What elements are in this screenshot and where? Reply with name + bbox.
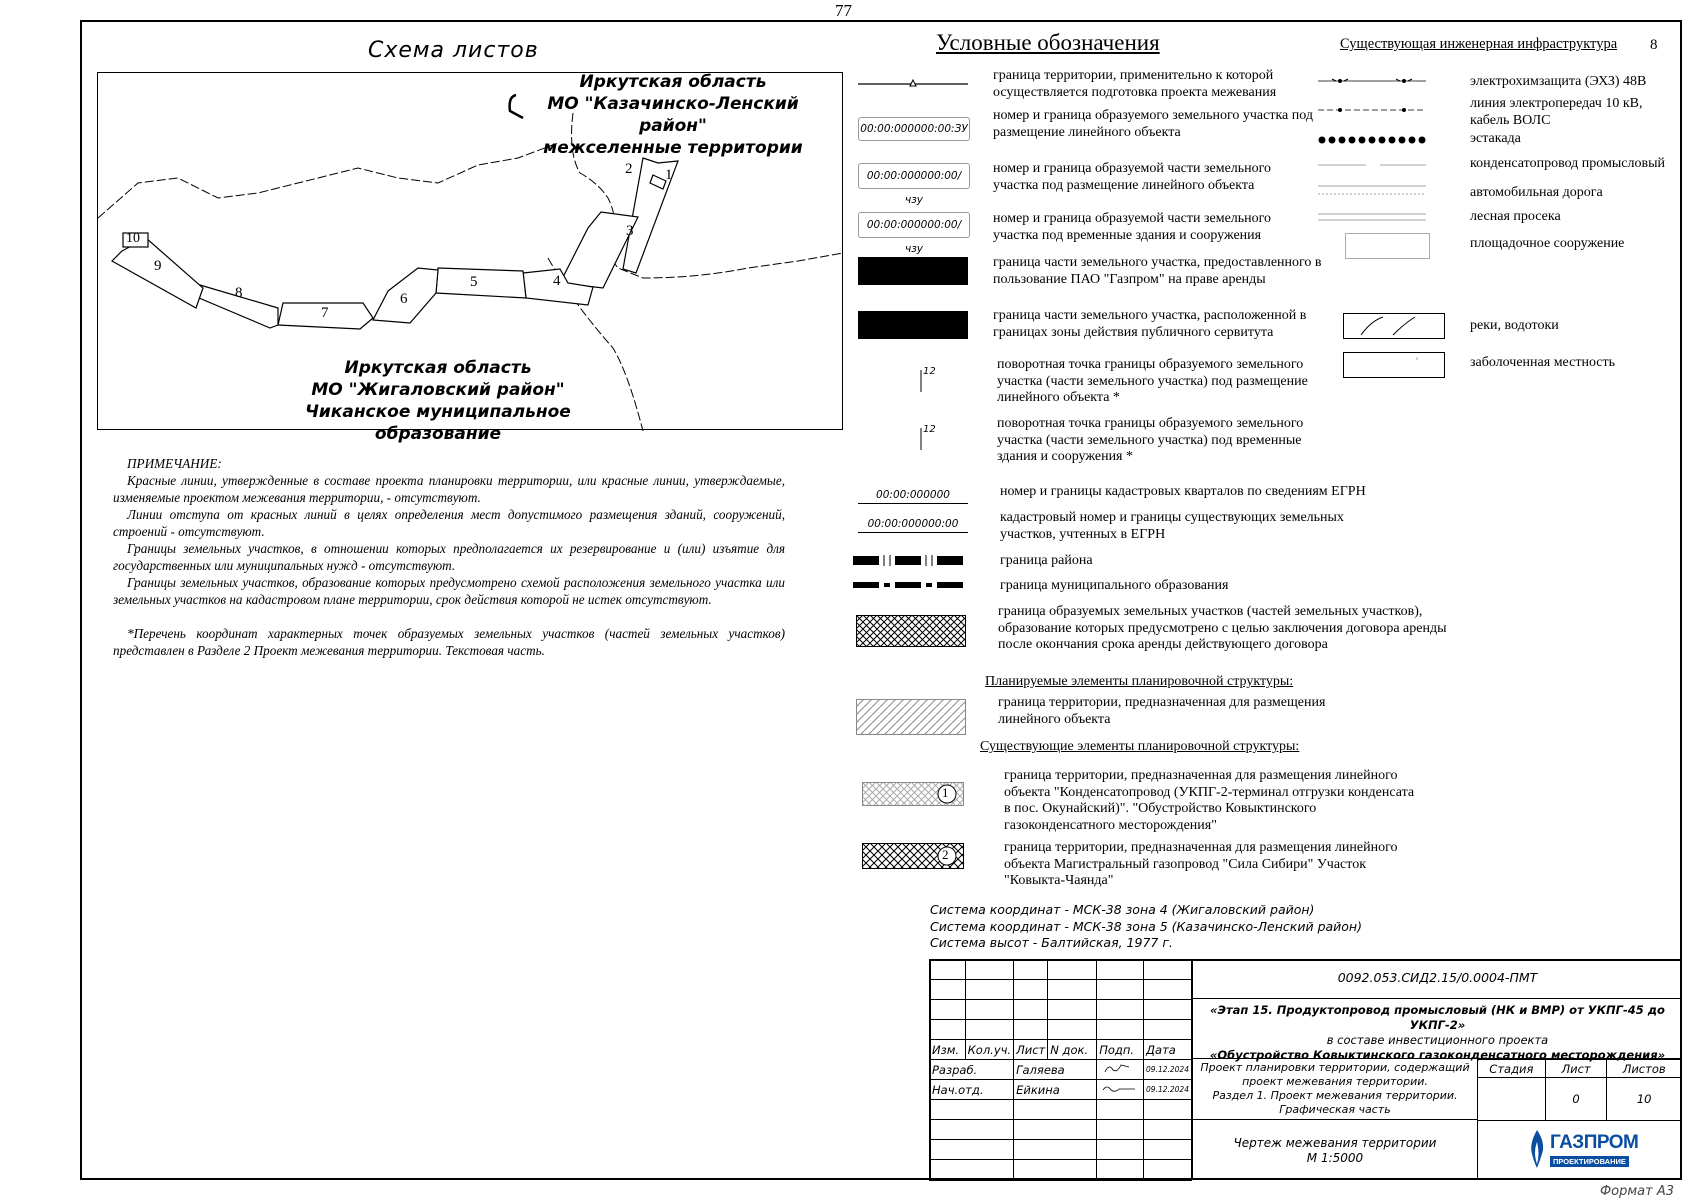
legend-title: Условные обозначения	[936, 30, 1160, 55]
symbol-rivers	[1343, 313, 1445, 339]
existing-item-1: граница территории, предназначенная для размещения линейного объекта "Конденсатопровод (УКПГ-2-терминал отгрузки конденсата в пос. Окунайский)". "Обустройство Ковыктинского газоконденсатного месторождения"	[1004, 768, 1415, 833]
circle-label-2: 2	[942, 847, 949, 862]
header-count: Кол.уч.	[965, 1040, 1013, 1060]
symbol-road	[1318, 182, 1426, 200]
stage-header: Стадия	[1478, 1060, 1546, 1078]
symbol-territory-boundary	[858, 76, 968, 90]
notes-heading: ПРИМЕЧАНИЕ:	[127, 456, 222, 471]
sheet-value: 0	[1545, 1078, 1607, 1121]
legend-item-6: граница части земельного участка, расположенной в границах зоны действия публичного сервитута	[993, 308, 1307, 340]
header-doc: N док.	[1048, 1040, 1097, 1060]
sheet-label-3: 3	[626, 223, 634, 239]
infra-item-6: лесная просека	[1470, 209, 1561, 224]
infrastructure-number: 8	[1650, 37, 1658, 53]
format-label: Формат А3	[1599, 1184, 1674, 1199]
header-sign: Подп.	[1097, 1040, 1144, 1060]
existing-heading: Существующие элементы планировочной структуры:	[980, 739, 1300, 754]
planned-heading: Планируемые элементы планировочной структуры:	[985, 674, 1294, 689]
region-top: Иркутская область МО "Казачинско-Ленский район" межселенные территории	[543, 72, 803, 158]
legend-item-2: номер и граница образуемого земельного участка под размещение линейного объекта	[993, 108, 1313, 140]
symbol-forest-clearing	[1318, 212, 1426, 222]
date-head: 09.12.2024	[1144, 1080, 1192, 1100]
coordinate-systems: Система координат - МСК-38 зона 4 (Жигаловский район) Система координат - МСК-38 зона 5 (Казачинско-Ленский район) Система высот - Балтийская, 1977 г.	[930, 902, 1362, 950]
legend-item-12: граница муниципального образования	[1000, 578, 1229, 593]
symbol-gazprom-lease	[858, 257, 968, 285]
stage-value	[1478, 1078, 1546, 1121]
code-zu: 00:00:000000:00:ЗУ	[858, 117, 970, 141]
signature-head	[1097, 1080, 1144, 1100]
header-change: Изм.	[930, 1040, 966, 1060]
infra-item-4: конденсатопровод промысловый	[1470, 156, 1666, 171]
circle-label-1: 1	[942, 785, 949, 800]
legend-item-4: номер и граница образуемой части земельного участка под временные здания и сооружения	[993, 211, 1272, 243]
infra-item-5: автомобильная дорога	[1470, 185, 1603, 200]
boundary-fragment	[510, 95, 523, 118]
symbol-condensate-pipe	[1318, 162, 1426, 168]
stage-table	[1477, 1059, 1682, 1121]
sheet-label-8: 8	[235, 285, 243, 301]
sheet-label-6: 6	[400, 291, 408, 307]
note-4: Границы земельных участков, образование которых предусмотрено схемой расположения земельного участка или земельных участков на кадастровом плане территории, срок действия которой не истек отсутствуют.	[113, 575, 785, 607]
legend-item-3: номер и граница образуемой части земельного участка под размещение линейного объекта	[993, 161, 1272, 193]
sheet-number: 77	[835, 1, 852, 20]
logo-subtext: ПРОЕКТИРОВАНИЕ	[1550, 1156, 1629, 1167]
note-2: Линии отступа от красных линий в целях определения мест допустимого размещения зданий, сооружений, строений - отсутствуют.	[113, 507, 785, 539]
sheet-scheme-map	[97, 72, 843, 444]
sheet-label-2: 2	[625, 161, 633, 177]
scheme-title: Схема листов	[368, 38, 539, 63]
existing-item-2: граница территории, предназначенная для размещения линейного объекта Магистральный газопровод "Сила Сибири" Участок "Ковыкта-Чаянда"	[1004, 840, 1398, 888]
sheet-header: Лист	[1545, 1060, 1607, 1078]
district-boundary	[98, 143, 558, 218]
legend-item-5: граница части земельного участка, предоставленного в пользование ПАО "Газпром" на праве аренды	[993, 255, 1322, 287]
legend-item-8: поворотная точка границы образуемого земельного участка (части земельного участка) под временные здания и сооружения *	[997, 416, 1304, 464]
sheet-label-7: 7	[321, 305, 329, 321]
symbol-crosshatch-lease	[856, 615, 966, 647]
logo-text: ГАЗПРОМ	[1550, 1132, 1639, 1153]
code-chzu-linear: 00:00:000000:00/чзу	[858, 163, 970, 189]
sheet-label-4: 4	[553, 273, 561, 289]
date-developer: 09.12.2024	[1144, 1060, 1192, 1080]
note-footnote: *Перечень координат характерных точек образуемых земельных участков (частей земельных участков) представлен в Разделе 2 Проект межевания территории. Текстовая часть.	[113, 626, 785, 658]
point-label-linear: 12	[923, 366, 936, 377]
symbol-district-boundary	[853, 554, 965, 566]
header-sheet: Лист	[1014, 1040, 1048, 1060]
drawing-name: Чертеж межевания территории М 1:5000	[1192, 1120, 1477, 1180]
symbol-site-structure	[1345, 233, 1430, 259]
symbol-municipal-boundary	[853, 580, 965, 590]
infra-item-9: заболоченная местность	[1470, 355, 1616, 370]
name-head: Ейкина	[1014, 1080, 1097, 1100]
legend-item-13: граница образуемых земельных участков (частей земельных участков), образование которых предусмотрено с целью заключения договора аренды после окончания срока аренды действующего договора	[998, 604, 1447, 652]
legend-item-1: граница территории, применительно к которой осуществляется подготовка проекта межевания	[993, 68, 1277, 100]
symbol-swamp	[1343, 352, 1445, 378]
note-1: Красные линии, утвержденные в составе проекта планировки территории, или красные линии, утверждаемые, изменяемые проектом межевания территории, - отсутствуют.	[113, 473, 785, 505]
name-developer: Галяева	[1014, 1060, 1097, 1080]
sheet-label-5: 5	[470, 274, 478, 290]
infra-item-8: реки, водотоки	[1470, 318, 1559, 333]
sheet-label-9: 9	[154, 258, 162, 274]
revision-table	[929, 959, 1192, 1181]
symbol-servitude	[858, 311, 968, 339]
symbol-planned-territory	[856, 699, 966, 735]
infra-item-1: электрохимзащита (ЭХЗ) 48В	[1470, 74, 1647, 89]
section-name: Проект планировки территории, содержащий проект межевания территории. Раздел 1. Проект межевания территории. Графическая часть	[1192, 1059, 1477, 1120]
sheet-label-10: 10	[126, 231, 140, 246]
legend-item-9: номер и границы кадастровых кварталов по сведениям ЕГРН	[1000, 484, 1366, 499]
code-quarter: 00:00:000000	[858, 487, 968, 504]
project-name: «Этап 15. Продуктопровод промысловый (НК и ВМР) от УКПГ-45 до УКПГ-2» в составе инвестиционного проекта «Обустройство Ковыктинского газоконденсатного месторождения»	[1192, 999, 1682, 1059]
legend-item-7: поворотная точка границы образуемого земельного участка (части земельного участка) под размещение линейного объекта *	[997, 357, 1308, 405]
infrastructure-title: Существующая инженерная инфраструктура	[1340, 36, 1618, 52]
region-bottom: Иркутская область МО "Жигаловский район" Чиканское муниципальное образование	[305, 358, 571, 444]
symbol-overpass	[1318, 135, 1426, 145]
gazprom-flame-icon	[1526, 1128, 1548, 1172]
symbol-powerline	[1318, 105, 1426, 115]
sheet-frames	[112, 158, 678, 329]
infra-item-3: эстакада	[1470, 131, 1521, 146]
sheets-value: 10	[1607, 1078, 1682, 1121]
sheet-label-1: 1	[665, 167, 673, 183]
note-3: Границы земельных участков, в отношении которых предполагается их резервирование и (или) изъятие для государственных или муниципальных нужд - отсутствуют.	[113, 541, 785, 573]
notes	[113, 455, 785, 659]
code-cadastral: 00:00:000000:00	[858, 516, 968, 533]
role-head: Нач.отд.	[930, 1080, 1014, 1100]
code-chzu-temp: 00:00:000000:00/чзу	[858, 212, 970, 238]
symbol-existing-1	[862, 782, 964, 806]
planned-item: граница территории, предназначенная для размещения линейного объекта	[998, 695, 1326, 727]
symbol-ehz	[1318, 76, 1426, 86]
legend-item-11: граница района	[1000, 553, 1093, 568]
sheets-header: Листов	[1607, 1060, 1682, 1078]
doc-code: 0092.053.СИД2.15/0.0004-ПМТ	[1192, 959, 1682, 999]
infra-item-2: линия электропередач 10 кВ, кабель ВОЛС	[1470, 96, 1643, 128]
header-date: Дата	[1144, 1040, 1192, 1060]
infra-item-7: площадочное сооружение	[1470, 236, 1625, 251]
symbol-existing-2	[862, 843, 964, 869]
signature-developer	[1097, 1060, 1144, 1080]
logo-cell	[1477, 1120, 1682, 1180]
legend-item-10: кадастровый номер и границы существующих земельных участков, учтенных в ЕГРН	[1000, 510, 1344, 542]
role-developer: Разраб.	[930, 1060, 1014, 1080]
point-label-temp: 12	[923, 424, 936, 435]
